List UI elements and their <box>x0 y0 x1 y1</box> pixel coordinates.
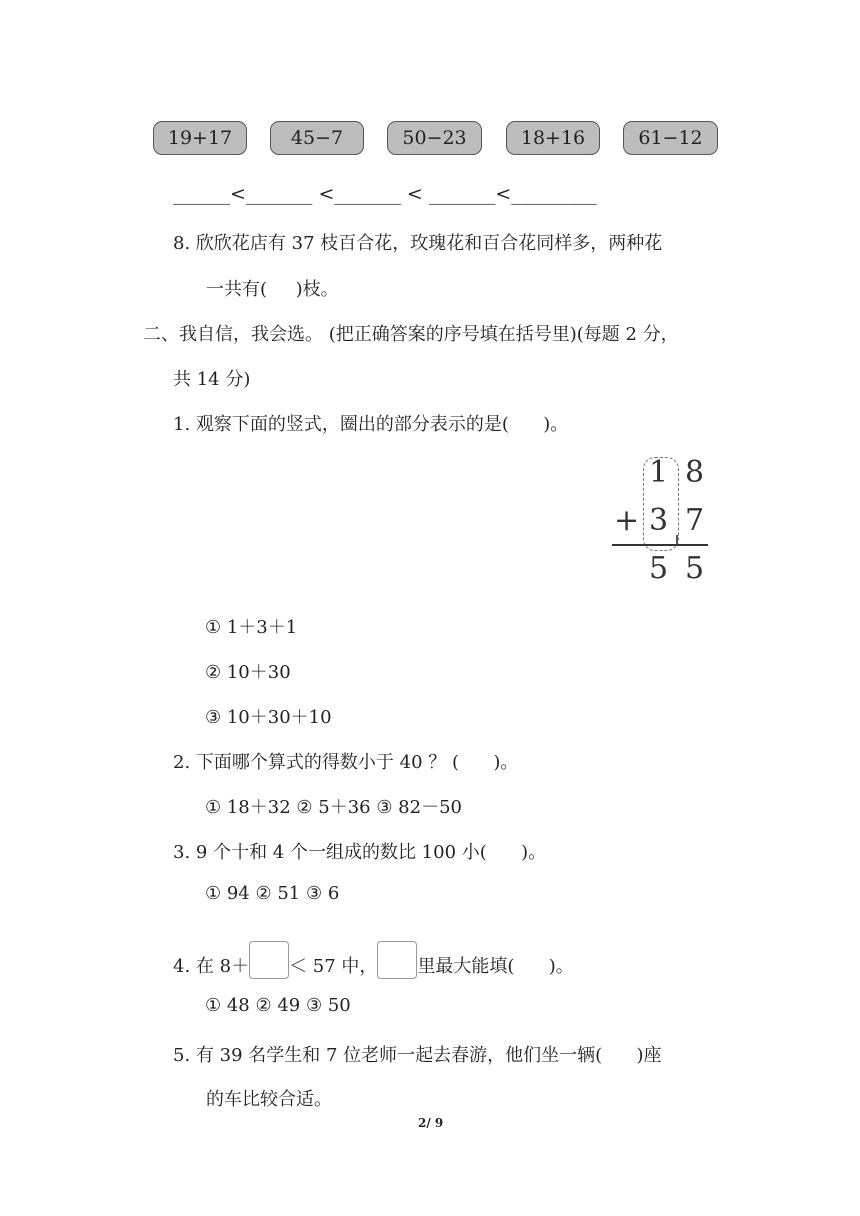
q4-stem <box>173 952 574 979</box>
plus-sign: + <box>614 503 640 538</box>
page-number: 2/ 9 <box>418 1116 444 1130</box>
expression-card-2: 45−7 <box>270 121 364 155</box>
q4-stem-part-3: 里最大能填( )。 <box>417 956 574 977</box>
q2-stem: 2. 下面哪个算式的得数小于 40 ？ ( )。 <box>173 752 519 773</box>
section-2-heading-line-1: 二、我自信，我会选。 (把正确答案的序号填在括号里)(每题 2 分， <box>143 324 679 345</box>
q4-options: ① 48 ② 49 ③ 50 <box>205 995 351 1016</box>
expression-card-5: 61−12 <box>623 121 718 155</box>
q8-line-2: 一共有( )枝。 <box>206 279 339 300</box>
q5-line-1: 5. 有 39 名学生和 7 位老师一起去春游，他们坐一辆( )座 <box>173 1045 662 1066</box>
expression-card-1: 19+17 <box>153 121 247 155</box>
q3-options: ① 94 ② 51 ③ 6 <box>205 883 340 904</box>
digit-b-tens: 3 <box>649 503 669 538</box>
carry-mark <box>676 535 678 544</box>
digit-sum-ones: 5 <box>685 551 705 586</box>
digit-a-tens: 1 <box>649 455 669 490</box>
q1-option-2: ② 10＋30 <box>205 662 291 683</box>
q3-stem: 3. 9 个十和 4 个一组成的数比 100 小( )。 <box>173 842 547 863</box>
section-2-heading-line-2: 共 14 分) <box>173 369 251 390</box>
digit-a-ones: 8 <box>685 455 705 490</box>
expression-card-4: 18+16 <box>506 121 600 155</box>
digit-b-ones: 7 <box>685 503 705 538</box>
q1-stem: 1. 观察下面的竖式，圈出的部分表示的是( )。 <box>173 414 569 435</box>
q2-options: ① 18＋32 ② 5＋36 ③ 82－50 <box>205 797 462 818</box>
order-blanks-line: ______<_______ <_______ < _______<_________ <box>173 183 597 205</box>
q4-stem-part-1: 4. 在 8＋ <box>173 956 250 977</box>
q5-line-2: 的车比较合适。 <box>206 1089 332 1110</box>
q8-line-1: 8. 欣欣花店有 37 枝百合花，玫瑰花和百合花同样多，两种花 <box>173 233 663 254</box>
expression-card-3: 50−23 <box>387 121 482 155</box>
q4-stem-part-2: ＜ 57 中， <box>289 956 378 977</box>
sum-line <box>612 544 708 546</box>
answer-box-reference <box>377 941 417 979</box>
digit-sum-tens: 5 <box>649 551 669 586</box>
answer-box <box>249 941 289 979</box>
vertical-addition-figure <box>600 450 720 590</box>
q1-option-1: ① 1＋3＋1 <box>205 617 298 638</box>
q1-option-3: ③ 10＋30＋10 <box>205 707 332 728</box>
